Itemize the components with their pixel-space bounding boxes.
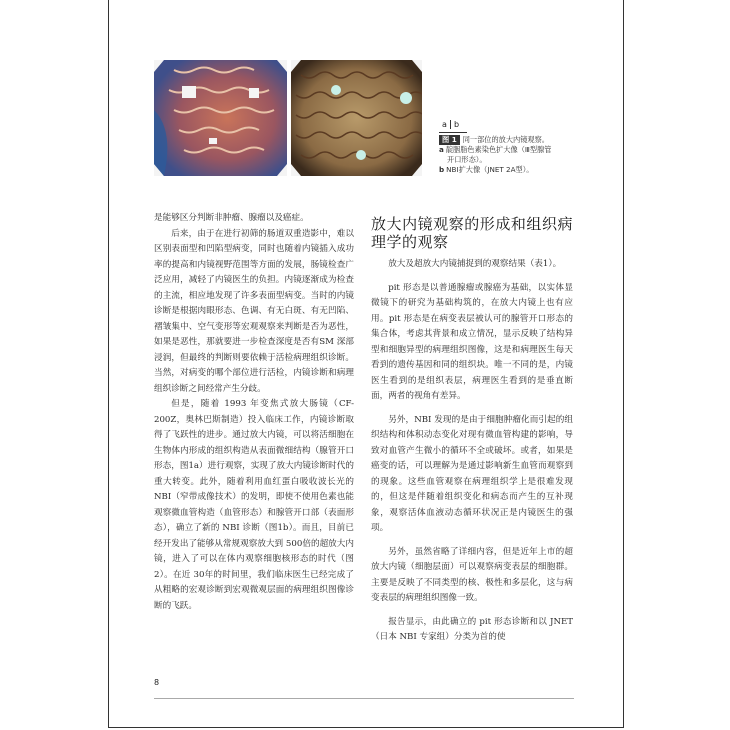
figure-caption [439, 135, 614, 175]
bottom-rule [154, 698, 574, 699]
caption-key-b: b [439, 165, 445, 174]
caption-key-a: a [439, 145, 444, 154]
caption-text-a-2: 型腺管 [529, 145, 552, 154]
figure-tag: 图 1 [439, 135, 460, 145]
figure-title: 同一部位的放大内镜观察。 [462, 135, 549, 144]
indigo-carmine-endoscopy-icon [154, 60, 287, 176]
endoscopy-image-a [154, 60, 287, 176]
left-paragraph-1: 是能够区分判断非肿瘤、腺瘤以及癌症。 [154, 213, 309, 223]
right-paragraph-1: 放大及超放大内镜捕捉到的观察结果（表1）。 [388, 259, 562, 269]
figure-panel-labels [439, 120, 462, 129]
nbi-endoscopy-icon [291, 60, 422, 176]
right-paragraph-2: pit 形态是以普通腺瘤或腺癌为基础，以实体显微镜下的研究为基础构筑的，在放大内镜上也有应用。pit 形态是在病变表层被认可的腺管开口形态的集合体，考虑其背景和成立情况，显示反映了结构异型和细胞异型的病理组织图像，这是和病理医生每天看到的遗传基因和同的组织块。唯一不同的是，内镜医生看到的是组织表层，病理医生看到的是垂直断面，两者的视角有差异。 [371, 282, 573, 401]
figure-label-rule [439, 132, 467, 133]
endoscopy-image-b [291, 60, 422, 176]
caption-text-b: NBI扩大像（JNET 2A型）。 [446, 165, 534, 174]
book-page [108, 0, 624, 728]
right-paragraph-5: 报告显示，由此确立的 pit 形态诊断和以 JNET（日本 NBI 专家组）分类为首的使 [371, 616, 573, 642]
left-text-column [154, 211, 354, 614]
caption-text-a-1: 靛胭脂色素染色扩大像（Ⅲ [445, 145, 530, 154]
right-paragraph-4: 另外，虽然省略了详细内容，但是近年上市的超放大内镜（细胞层面）可以观察病变表层的细胞群。主要是反映了不同类型的核、极性和多层化，这与病变表层的病理组织图像一致。 [371, 546, 573, 603]
caption-text-a-3: 开口形态）。 [447, 155, 487, 164]
left-paragraph-3: 但是，随着 1993 年变焦式放大肠镜（CF-200Z，奥林巴斯制造）投入临床工作，内镜诊断取得了飞跃性的进步。通过放大内镜，可以将活细胞在生物体内形成的组织构造从表面微细结构（腺管开口形态，图1a）进行观察，实现了放大内镜诊断时代的重大转变。此外，随着利用血红蛋白吸收波长光的 NBI（窄带成像技术）的发明，即使不使用色素也能观察微血管构造（血管形态）和腺管开口部（表面形态），确立了新的 NBI 诊断（图1b）。而且，目前已经开发出了能够从常规观察放大到 500倍的超放大内镜，进入了可以在体内观察细胞核形态的时代（图2）。在近 30年的时间里，我们临床医生已经完成了从粗略的宏观诊断到宏观微观层面的病理组织图像诊断的飞跃。 [154, 399, 354, 611]
left-paragraph-2: 后来，由于在进行初筛的肠道双重造影中，难以区别表面型和凹陷型病变，同时也随着内镜插入成功率的提高和内镜视野范围等方面的发展，肠镜检查广泛应用，减轻了内镜医生的负担。内镜逐渐成为检查的主流，相应地发现了许多表面型病变。当时的内镜诊断是根据肉眼形态、色调、有无白斑、有无凹陷、褶皱集中、空气变形等宏观观察来判断是否为恶性，如果是恶性，那就要进一步检查深度是否有SM 深部浸润，但最终的判断则要依赖于活检病理组织诊断。当然，对病变的哪个部位进行活检，内镜诊断和病理组织诊断之间经常产生分歧。 [154, 228, 354, 394]
right-text-column [371, 215, 573, 646]
panel-label-a: a [442, 120, 447, 129]
panel-label-b: b [450, 120, 462, 129]
right-paragraph-3: 另外，NBI 发现的是由于细胞肿瘤化而引起的组织结构和体积动态变化对现有微血管构建的影响，导致对血管产生微小的循环不全或破坏。或者，如果是癌变的话，可以理解为是通过影响新生血管而观察到的现象。这些血管观察在病理组织学上是很难发现的，但这是伴随着组织变化和病态而产生的互补现象，观察活体血液动态循环状况正是内镜医生的强项。 [371, 414, 573, 533]
section-heading: 放大内镜观察的形成和组织病理学的观察 [371, 215, 573, 251]
page-number: 8 [154, 678, 160, 687]
